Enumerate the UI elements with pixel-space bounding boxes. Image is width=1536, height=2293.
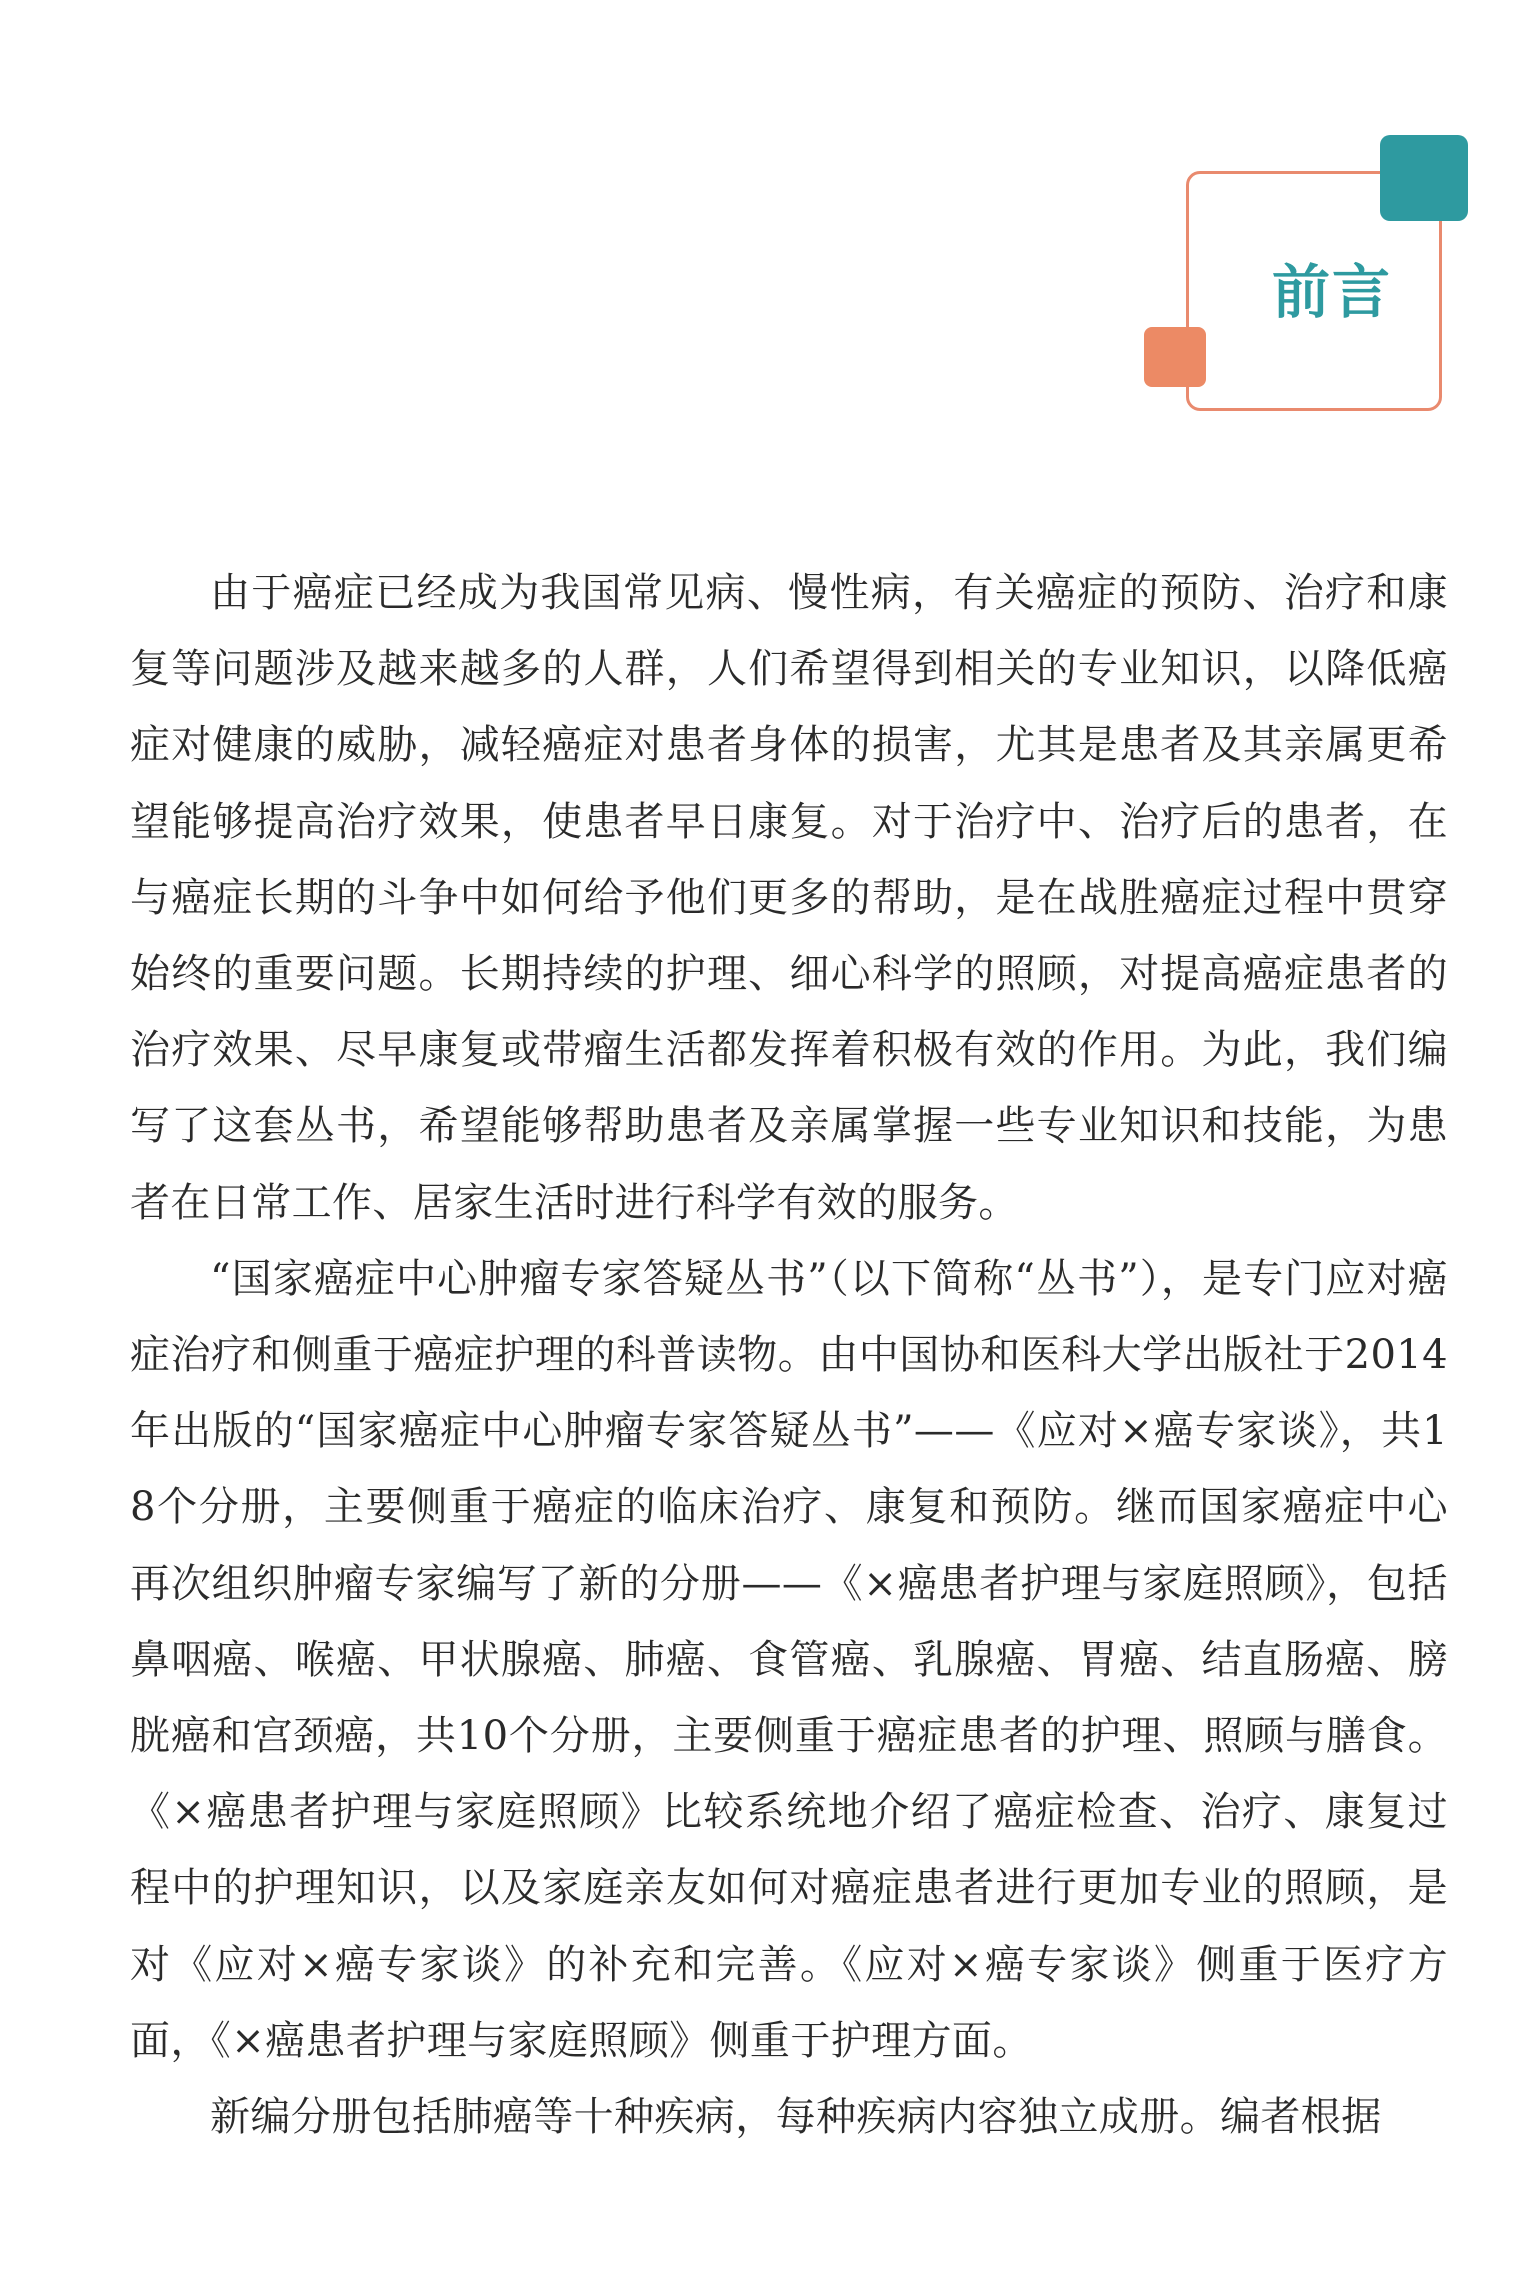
page-title: 前言 <box>1272 258 1393 326</box>
heading-block <box>1130 135 1530 435</box>
paragraph-3: 新编分册包括肺癌等十种疾病，每种疾病内容独立成册。编者根据 <box>210 2094 1382 2141</box>
decor-square-teal <box>1380 135 1468 221</box>
paragraph-1: 由于癌症已经成为我国常见病、慢性病，有关癌症的预防、治疗和康复等问题涉及越来越多的人群，人们希望得到相关的专业知识，以降低癌症对健康的威胁，减轻癌症对患者身体的损害，尤其是患者及其亲属更希望能够提高治疗效果，使患者早日康复。对于治疗中、治疗后的患者，在与癌症长期的斗争中如何给予他们更多的帮助，是在战胜癌症过程中贯穿始终的重要问题。长期持续的护理、细心科学的照顾，对提高癌症患者的治疗效果、尽早康复或带瘤生活都发挥着积极有效的作用。为此，我们编写了这套丛书，希望能够帮助患者及亲属掌握一些专业知识和技能，为患者在日常工作、居家生活时进行科学有效的服务。 <box>130 570 1448 1226</box>
paragraph-2: “国家癌症中心肿瘤专家答疑丛书”（以下简称“丛书”），是专门应对癌症治疗和侧重于癌症护理的科普读物。由中国协和医科大学出版社于2014年出版的“国家癌症中心肿瘤专家答疑丛书”——《应对×癌专家谈》，共18个分册，主要侧重于癌症的临床治疗、康复和预防。继而国家癌症中心再次组织肿瘤专家编写了新的分册——《×癌患者护理与家庭照顾》，包括鼻咽癌、喉癌、甲状腺癌、肺癌、食管癌、乳腺癌、胃癌、结直肠癌、膀胱癌和宫颈癌，共10个分册，主要侧重于癌症患者的护理、照顾与膳食。《×癌患者护理与家庭照顾》比较系统地介绍了癌症检查、治疗、康复过程中的护理知识，以及家庭亲友如何对癌症患者进行更加专业的照顾，是对《应对×癌专家谈》的补充和完善。《应对×癌专家谈》侧重于医疗方面，《×癌患者护理与家庭照顾》侧重于护理方面。 <box>130 1255 1448 2064</box>
body-text <box>130 555 1448 2155</box>
decor-square-orange <box>1144 327 1206 387</box>
